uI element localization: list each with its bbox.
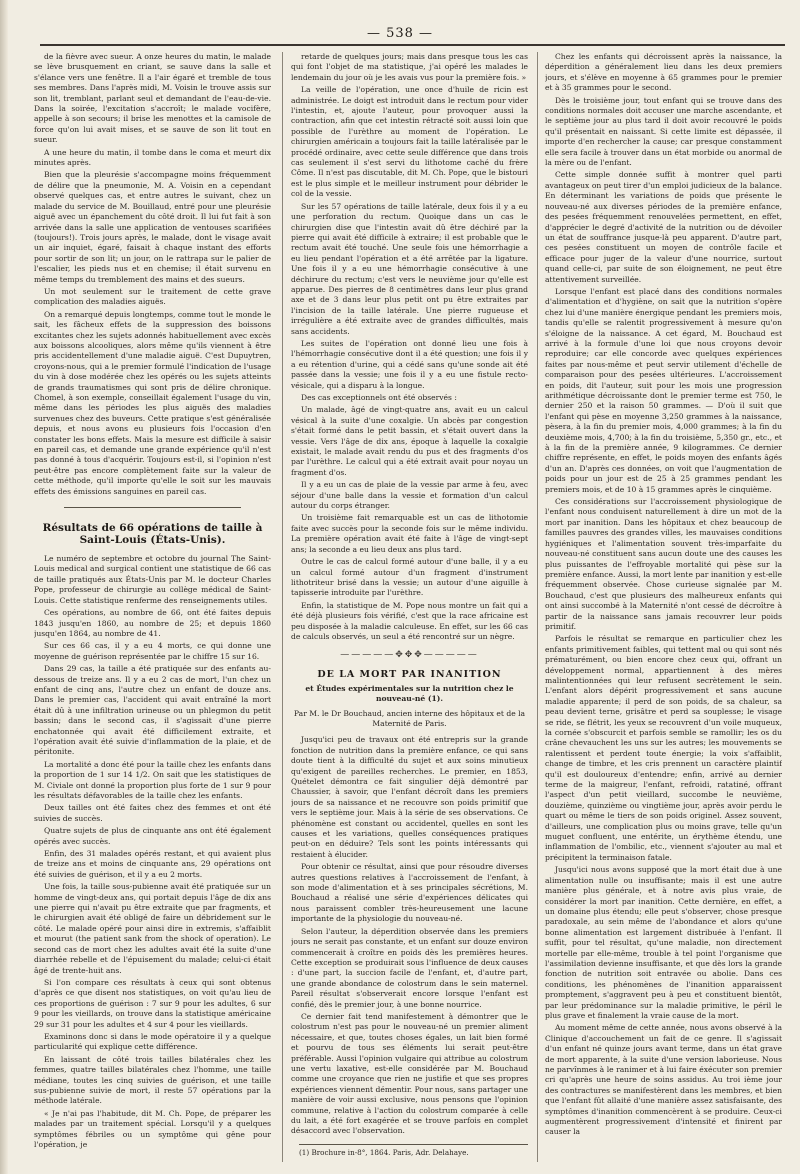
footnote: (1) Brochure in-8°, 1864. Paris, Adr. Delahaye. <box>299 1144 528 1158</box>
paragraph: Pour obtenir ce résultat, ainsi que pour résoudre diverses autres questions relatives à l'accroissement de l'enfant, à son mode d'alimentation et à ses principales sécrétions, M. Bouchaud a réalisé une série d'expériences délicates qui nous paraissent combler très-heureusement une lacune importante de la physiologie du nouveau-né. <box>291 862 528 924</box>
header-rule <box>40 44 785 46</box>
paragraph: Dans 29 cas, la taille a été pratiquée sur des enfants au-dessous de treize ans. Il y a eu 2 cas de mort, l'un chez un enfant de cinq ans, l'autre chez un enfant de douze ans. Dans le premier cas, l'accident qui avait entraîné la mort était dû à une infiltration urineuse ou un phlegmon du petit bassin; dans le second cas, il s'agissait d'une pierre enchatonnée qui avait été difficilement extraite, et l'opération avait été suivie d'inflammation de la plaie, et de péritonite. <box>34 664 271 757</box>
paragraph: Outre le cas de calcul formé autour d'une balle, il y a eu un calcul formé autour d'un fragment d'instrument lithotriteur brisé dans la vessie; un autour d'une aiguille à tapisserie introduite par l'urèthre. <box>291 557 528 598</box>
paragraph: Le numéro de septembre et octobre du journal The Saint-Louis medical and surgical contient une statistique de 66 cas de taille pratiqués aux États-Unis par M. le docteur Charles Pope, professeur de chirurgie au collège médical de Saint-Louis. Cette statistique renferme des renseignements utiles. <box>34 554 271 605</box>
column-2 <box>291 52 528 1162</box>
paragraph: Chez les enfants qui décroissent après la naissance, la déperdition a généralement lieu dans les deux premiers jours, et s'élève en moyenne à 65 grammes pour le premier et à 35 grammes pour le second. <box>545 52 782 93</box>
column-divider <box>282 52 283 1162</box>
paragraph: Cette simple donnée suffit à montrer quel parti avantageux on peut tirer d'un emploi judicieux de la balance. En déterminant les variations de poids que présente le nouveau-né aux diverses périodes de la première enfance, des pesées fréquemment renouvelées permettent, en effet, d'apprécier le degré d'activité de la nutrition ou de dévoiler un état de souffrance jusque-là peu apparent. D'autre part, ces pesées constituent un moyen de contrôle facile et efficace pour juger de la valeur d'une nourrice, surtout quand celle-ci, par suite de son éloignement, ne peut être attentivement surveillée. <box>545 170 782 284</box>
article-heading: DE LA MORT PAR INANITION <box>317 668 502 680</box>
paragraph: La mortalité a donc été pour la taille chez les enfants dans la proportion de 1 sur 14 1/2. On sait que les statistiques de M. Civiale ont donné la proportion plus forte de 1 sur 9 pour les résultats défavorables de la taille chez les enfants. <box>34 759 271 800</box>
paragraph: Des cas exceptionnels ont été observés : <box>301 393 457 402</box>
paragraph: Dès le troisième jour, tout enfant qui se trouve dans des conditions normales doit accuser une marche ascendante, et le septième jour au plus tard il doit avoir recouvré le poids qu'il présentait en naissant. Si cette limite est dépassée, il importe d'en rechercher la cause; car presque constamment elle sera facile à trouver dans un état morbide ou anormal de la mère ou de l'enfant. <box>545 95 782 168</box>
byline: Par M. le Dr Bouchaud, ancien interne des hôpitaux et de la Maternité de Paris. <box>293 708 526 728</box>
paragraph: Sur les 57 opérations de taille latérale, deux fois il y a eu une perforation du rectum. Quoique dans un cas le chirurgien dise que l'intestin avait dû être déchiré par la pierre qui avait été difficile à extraire; il est probable que le rectum avait été touché. Une seule fois une hémorrhagie a eu lieu pendant l'opération et a été arrêtée par la ligature. Une fois il y a eu une hémorrhagie consécutive à une déchirure du rectum; c'est vers le neuvième jour qu'elle est apparue. Des pierres de 8 centimètres dans leur plus grand axe et de 3 dans leur plus petit ont pu être extraites par l'incision de la taille latérale. Une pierre rugueuse et irrégulière a été extraite avec de grandes difficultés, mais sans accidents. <box>291 201 528 336</box>
paragraph: Enfin, des 31 malades opérés restant, et qui avaient plus de treize ans et moins de cinquante ans, 29 opérations ont été suivies de guérison, et il y a eu 2 morts. <box>34 849 271 879</box>
paragraph: Ces opérations, au nombre de 66, ont été faites depuis 1843 jusqu'en 1860, au nombre de 25; et depuis 1860 jusqu'en 1864, au nombre de 41. <box>34 608 271 638</box>
article-subheading: et Études expérimentales sur la nutrition chez le nouveau-né (1). <box>305 683 514 704</box>
paragraph: retarde de quelques jours; mais dans presque tous les cas qui font l'objet de ma statistique, j'ai opéré les malades le lendemain du jour où je les avais vus pour la première fois. » <box>291 52 528 82</box>
column-1 <box>34 52 271 1162</box>
paragraph: Jusqu'ici nous avons supposé que la mort était due à une alimentation nulle ou insuffisante; mais il est une autre manière plus générale, et à notre avis plus vraie, de considérer la mort par inanition. Cette dernière, en effet, a un domaine plus étendu; elle peut s'observer, chose presque paradoxale, au sein même de l'abondance et alors qu'une bonne alimentation est largement distribuée à l'enfant. Il suffit, pour tel résultat, qu'une maladie, non directement mortelle par elle-même, trouble à tel point l'organisme que l'assimilation devienne insuffisante, et que dès lors la grande fonction de nutrition soit entravée ou abolie. Dans ces conditions, les phénomènes de l'inanition apparaissent promptement, s'aggravent peu à peu et constituent bientôt, par leur prédominance sur la maladie primitive, le péril le plus grave et finalement la vraie cause de la mort. <box>545 865 782 1020</box>
paragraph: Bien que la pleurésie s'accompagne moins fréquemment de délire que la pneumonie, M. A. Voisin en a cependant observé quelques cas, et entre autres le suivant, chez un malade du service de M. Bouillaud, entré pour une pleurésie aiguë avec un épanchement du côté droit. Il lui fut fait à son arrivée dans la salle une application de ventouses scarifiées (toujours!). Trois jours après, le malade, dont le visage avait un air inquiet, égaré, faisait à chaque instant des efforts pour sortir de son lit; un jour, on le rattrapa sur le palier de l'escalier, les pieds nus et en chemise; il était survenu en même temps du tremblement des mains et des sueurs. <box>34 170 271 284</box>
section-rule <box>64 507 241 508</box>
paragraph: Parfois le résultat se remarque en particulier chez les enfants primitivement faibles, qui tettent mal ou qui sont nés prématurément, ou bien encore chez ceux qui, offrant un développement normal, appartiennent à des mères malintentionnées qui leur refusent secrètement le sein. L'enfant alors dépérit progressivement et sans aucune maladie apparente; il perd de son poids, de sa chaleur, sa peau devient terne, grisâtre et perd sa souplesse; le visage se ride, se flétrit, les yeux se recouvrent d'un voile muqueux, la cornée s'obscurcit et parfois semble se ramollir; les os du crâne chevauchent les uns sur les autres; les mouvements se ralentissent et perdent toute énergie; la voix s'affaiblit, change de timbre, et les cris prennent un caractère plaintif qu'il est douloureux d'entendre; enfin, arrivé au dernier terme de la maigreur, l'enfant, refroidi, ratatiné, offrant l'aspect d'un petit vieillard, succombe le neuvième, douzième, quinzième ou vingtième jour, après avoir perdu le quart ou même le tiers de son poids originel. Assez souvent, d'ailleurs, une complication plus ou moins grave, telle qu'un muguet confluent, une entérite, un érythème étendu, une inflammation de l'ombilic, etc., viennent s'ajouter au mal et précipitent la terminaison fatale. <box>545 634 782 862</box>
paragraph: de la fièvre avec sueur. A onze heures du matin, le malade se lève brusquement en criant, se sauve dans la salle et s'élance vers une fenêtre. Il a l'air égaré et tremble de tous ses membres. Dans l'après midi, M. Voisin le trouve assis sur son lit, tremblant, parlant seul et demandant de l'eau-de-vie. Dans la soirée, l'excitation s'accroît; le malade vocifère, appelle à son secours; il brise les menottes et la camisole de force qu'on lui avait mises, et se sauve de son lit tout en sueur. <box>34 52 271 145</box>
paragraph: Les suites de l'opération ont donné lieu une fois à l'hémorrhagie consécutive dont il a été question; une fois il y a eu rétention d'urine, qui a cédé sans qu'une sonde ait été passée dans la vessie; une fois il y a eu une fistule recto-vésicale, qui a disparu à la longue. <box>291 338 528 390</box>
paragraph: La veille de l'opération, une once d'huile de ricin est administrée. Le doigt est introduit dans le rectum pour vider l'intestin, et, ajoute l'auteur, pour provoquer aussi la contraction, afin que cet intestin rétracté soit aussi loin que possible de l'urèthre au moment de l'opération. Le chirurgien américain a toujours fait la taille latéralisée par le procédé ordinaire, avec cette seule différence que dans trois cas seulement il s'est servi du lithotome caché du frère Côme. Il n'est pas discutable, dit M. Ch. Pope, que le bistouri est le plus simple et le meilleur instrument pour débrider le col de la vessie. <box>291 85 528 199</box>
paragraph: « Je n'ai pas l'habitude, dit M. Ch. Pope, de préparer les malades par un traitement spécial. Lorsqu'il y a quelques symptômes fébriles ou un symptôme qui gêne pour l'opération, je <box>34 1108 271 1149</box>
paragraph: Sur ces 66 cas, il y a eu 4 morts, ce qui donne une moyenne de guérison représentée par le chiffre 15 sur 16. <box>34 641 271 661</box>
paragraph: En laissant de côté trois tailles bilatérales chez les femmes, quatre tailles bilatérales chez l'homme, une taille médiane, toutes les cinq suivies de guérison, et une taille sus-pubienne suivie de mort, il reste 57 opérations par la méthode latérale. <box>34 1054 271 1106</box>
column-divider <box>537 52 538 1162</box>
paragraph: Au moment même de cette année, nous avons observé à la Clinique d'accouchement un fait de ce genre. Il s'agissait d'un enfant né quinze jours avant terme, dans un état grave de mort apparente, à la suite d'une version laborieuse. Nous ne parvînmes à le ranimer et à lui faire éxécuter son premier cri qu'après une heure de soins assidus. Au troi ième jour des contractures se manifestèrent dans les membres, et bien que l'enfant fût allaité d'une manière assez satisfaisante, des symptômes d'inanition commencèrent à se produire. Ceux-ci augmentèrent progressivement d'intensité et finirent par causer la <box>545 1023 782 1137</box>
paragraph: Il y a eu un cas de plaie de la vessie par arme à feu, avec séjour d'une balle dans la vessie et formation d'un calcul autour du corps étranger. <box>291 480 528 511</box>
paragraph: A une heure du matin, il tombe dans le coma et meurt dix minutes après. <box>34 147 271 168</box>
paragraph: Ces considérations sur l'accroissement physiologique de l'enfant nous conduisent naturellement à dire un mot de la mort par inanition. Dans les hôpitaux et chez beaucoup de familles pauvres des grandes villes, les mauvaises conditions hygiéniques et l'alimentation souvent très-imparfaite du nouveau-né constituent sans aucun doute une des causes les plus puissantes de l'effroyable mortalité qui pèse sur la première enfance. Aussi, la mort lente par inanition y est-elle fréquemment observée. Chose curieuse signalée par M. Bouchaud, c'est que plusieurs des malheureux enfants qui ont ainsi succombé à la Maternité n'ont cessé de décroître à partir de la naissance sans jamais recouvrer leur poids primitif. <box>545 497 782 631</box>
paragraph: Selon l'auteur, la déperdition observée dans les premiers jours ne serait pas constante, et un enfant sur douze environ commencerait à croître en poids dès les premières heures. Cette exception se produirait sous l'influence de deux causes : d'une part, la succion facile de l'enfant, et, d'autre part, une grande abondance de colostrum dans le sein maternel. Pareil résultat s'observerait encore lorsque l'enfant est confié, dès le premier jour, à une bonne nourrice. <box>291 926 528 1009</box>
paragraph: Ce dernier fait tend manifestement à démontrer que le colostrum n'est pas pour le nouveau-né un premier aliment nécessaire, et que, toutes choses égales, un lait bien formé et pourvu de tous ses éléments lui serait peut-être préférable. Aussi l'opinion vulgaire qui attribue au colostrum une vertu laxative, est-elle considérée par M. Bouchaud comme une croyance que rien ne justifie et que ses propres expériences viennent démentir. Pour nous, sans partager une manière de voir aussi exclusive, nous pensons que l'opinion commune, relative à l'action du colostrum comparée à celle du lait, a été fort exagérée et se trouve parfois en complet désaccord avec l'observation. <box>291 1011 528 1136</box>
article-heading: Résultats de 66 opérations de taille à Saint-Louis (États-Unis). <box>42 522 263 547</box>
paragraph: Un troisième fait remarquable est un cas de lithotomie faite avec succès pour la seconde fois sur le même individu. La première opération avait été faite à l'âge de vingt-sept ans; la seconde a eu lieu deux ans plus tard. <box>291 513 528 554</box>
paragraph: Enfin, la statistique de M. Pope nous montre un fait qui a été déjà plusieurs fois vérifié, c'est que la race africaine est peu disposée à la maladie calculeuse. En effet, sur les 66 cas de calculs observés, un seul a été rencontré sur un nègre. <box>291 600 528 641</box>
column-3 <box>545 52 782 1162</box>
paragraph: Si l'on compare ces résultats à ceux qui sont obtenus d'après ce que disent nos statistiques, on voit qu'au lieu de ces proportions de guérison : 7 sur 9 pour les adultes, 6 sur 9 pour les vieillards, on trouve dans la statistique américaine 29 sur 31 pour les adultes et 4 sur 4 pour les vieillards. <box>34 977 271 1029</box>
page-edge <box>0 0 8 1174</box>
paragraph: On a remarqué depuis longtemps, comme tout le monde le sait, les fâcheux effets de la suppression des boissons excitantes chez les sujets adonnés habituellement avec excès aux boissons alcooliques, alors même qu'ils viennent à être pris accidentellement d'une maladie aiguë. C'est Dupuytren, croyons-nous, qui a le premier formulé l'indication de l'usage du vin à dose modérée chez les opérés ou les sujets atteints de grands traumatismes qui sont pris de délire chronique. Chomel, à son exemple, conseillait également l'usage du vin, même dans les périodes les plus aiguës des maladies survenues chez des buveurs. Cette pratique s'est généralisée depuis, et nous avons eu plusieurs fois l'occasion d'en constater les bons effets. Mais la mesure est difficile à saisir en pareil cas, et demande une grande expérience qu'il n'est pas donné à tous d'acquérir. Toujours est-il, si l'opinion n'est peut-être pas encore complètement faite sur la valeur de cette méthode, qu'il importe qu'elle le soit sur les mauvais effets des émissions sanguines en pareil cas. <box>34 309 271 496</box>
paragraph: Un mot seulement sur le traitement de cette grave complication des maladies aiguës. <box>34 286 271 307</box>
paragraph: Deux tailles ont été faites chez des femmes et ont été suivies de succès. <box>34 803 271 823</box>
page-number: — 538 — <box>366 26 434 41</box>
paragraph: Examinons donc si dans le mode opératoire il y a quelque particularité qui explique cette différence. <box>34 1031 271 1052</box>
ornament-divider: —————✥✥✥————— <box>340 650 479 661</box>
paragraph: Lorsque l'enfant est placé dans des conditions normales d'alimentation et d'hygiène, on sait que la nutrition s'opère chez lui d'une manière énergique pendant les premiers mois, tandis qu'elle se ralentit progressivement à mesure qu'on s'éloigne de la naissance. A cet égard, M. Bouchaud est arrivé à la formule d'une loi que nous croyons devoir reproduire; car elle concorde avec quelques expériences faites par nous-même et peut servir utilement d'échelle de comparaison pour des pesées ultérieures. L'accroissement en poids, dit l'auteur, suit pour les mois une progression arithmétique décroissante dont le premier terme est 750, le dernier 250 et la raison 50 grammes. — D'où il suit que l'enfant qui pèse en moyenne 3,250 grammes à la naissance, pèsera, à la fin du premier mois, 4,000 grammes; à la fin du deuxième mois, 4,700; à la fin du troisième, 5,350 gr., etc., et à la fin de la première année, 9 kilogrammes. Ce dernier chiffre représente, en effet, le poids moyen des enfants âgés d'un an. D'après ces données, on voit que l'augmentation de poids pour un jour est de 25 à 25 grammes pendant les premiers mois, et de 10 à 15 grammes après le cinquième. <box>545 286 782 494</box>
paragraph: Quatre sujets de plus de cinquante ans ont été également opérés avec succès. <box>34 826 271 846</box>
paragraph: Une fois, la taille sous-pubienne avait été pratiquée sur un homme de vingt-deux ans, qui portait depuis l'âge de dix ans une pierre qui n'avait pu être extraite que par fragments, et le chirurgien avait été obligé de faire un débridement sur le côté. Le malade opéré pour ainsi dire in extremis, s'affaiblit et mourut (the patient sank from the shock of operation). Le second cas de mort chez les adultes avait été la suite d'une diarrhée rebelle et de l'épuisement du malade; celui-ci était âgé de trente-huit ans. <box>34 882 271 975</box>
paragraph: Jusqu'ici peu de travaux ont été entrepris sur la grande fonction de nutrition dans la première enfance, ce qui sans doute tient à la difficulté du sujet et aux soins minutieux qu'exigent de pareilles recherches. Le premier, en 1853, Quételet démontra ce fait singulier déjà démontré par Chaussier, à savoir, que l'enfant décroît dans les premiers jours de sa naissance et ne recouvre son poids primitif que vers le septième jour. Mais à la série de ses observations. Ce phénomène est constant ou accidentel, quelles en sont les causes et les variations, quelles conséquences pratiques peut-on en déduire? Tels sont les points intéressants qui restaient à élucider. <box>291 735 528 859</box>
paragraph: Un malade, âgé de vingt-quatre ans, avait eu un calcul vésical à la suite d'une coxalgie. Un abcès par congestion s'était formé dans le petit bassin, et s'était ouvert dans la vessie. Vers l'âge de dix ans, époque à laquelle la coxalgie existait, le malade avait rendu du pus et des fragments d'os par l'urèthre. Le calcul qui a été extrait avait pour noyau un fragment d'os. <box>291 405 528 477</box>
